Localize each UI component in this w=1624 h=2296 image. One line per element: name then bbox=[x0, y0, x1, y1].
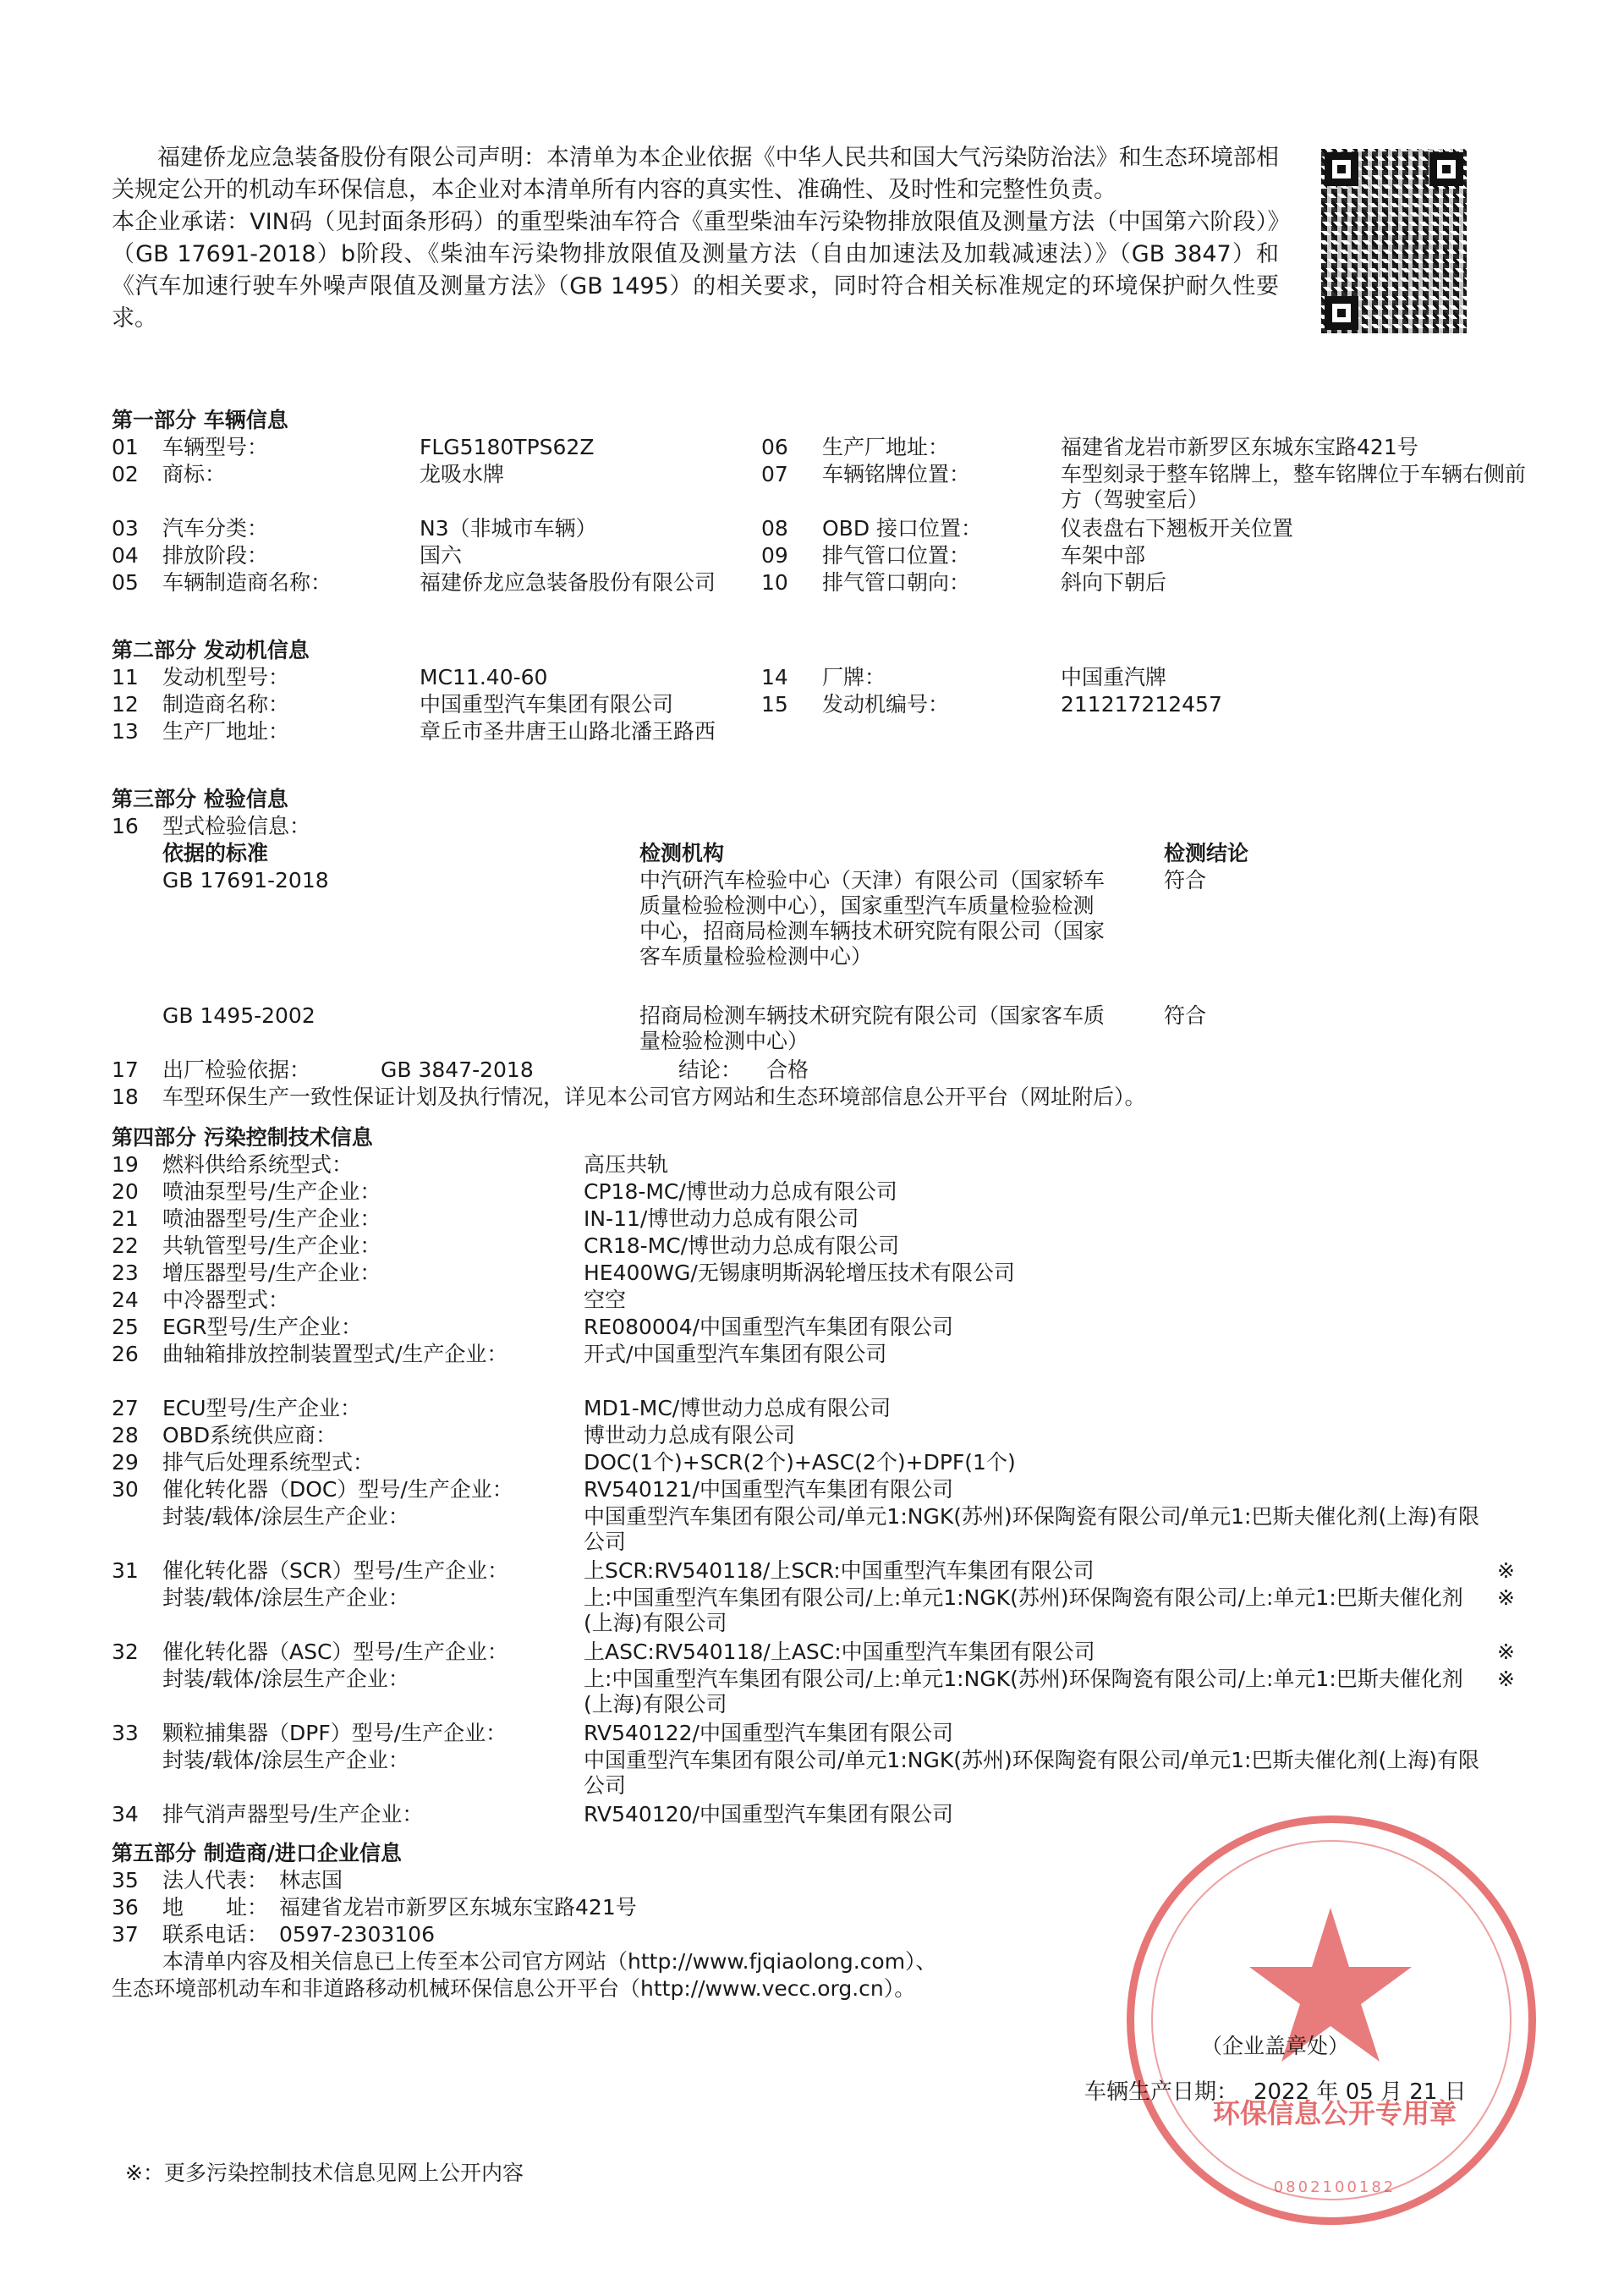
item-09-label: 排气管口位置： bbox=[822, 543, 971, 568]
item-34-value: RV540120/中国重型汽车集团有限公司 bbox=[584, 1802, 953, 1826]
item-05-value: 福建侨龙应急装备股份有限公司 bbox=[420, 570, 716, 595]
item-05-label: 车辆制造商名称： bbox=[162, 570, 332, 595]
item-19-value: 高压共轨 bbox=[584, 1152, 669, 1177]
item-10-no: 10 bbox=[761, 570, 788, 595]
stamp-note: （企业盖章处） bbox=[1201, 2034, 1350, 2058]
item-18-text: 车型环保生产一致性保证计划及执行情况，详见本公司官方网站和生态环境部信息公开平台（网址附后）。 bbox=[162, 1085, 1146, 1109]
item-10-label: 排气管口朝向： bbox=[822, 570, 971, 595]
item-35-label: 法人代表： bbox=[162, 1868, 269, 1892]
item-29-value: DOC(1个)+SCR(2个)+ASC(2个)+DPF(1个) bbox=[584, 1450, 1016, 1475]
item-31-value: 上SCR:RV540118/上SCR:中国重型汽车集团有限公司 bbox=[584, 1558, 1095, 1583]
item-36-no: 36 bbox=[112, 1895, 139, 1920]
item-29-no: 29 bbox=[112, 1450, 139, 1475]
item-33-sub-label: 封装/载体/涂层生产企业： bbox=[162, 1748, 409, 1772]
test-row-2-standard: GB 1495-2002 bbox=[162, 1003, 315, 1028]
item-08-label: OBD 接口位置： bbox=[822, 516, 983, 541]
part3-title: 第三部分 检验信息 bbox=[112, 787, 288, 811]
item-21-label: 喷油器型号/生产企业： bbox=[162, 1206, 381, 1231]
item-28-value: 博世动力总成有限公司 bbox=[584, 1423, 796, 1447]
item-12-value: 中国重型汽车集团有限公司 bbox=[420, 692, 674, 717]
item-34-no: 34 bbox=[112, 1802, 139, 1826]
item-30-label: 催化转化器（DOC）型号/生产企业： bbox=[162, 1477, 513, 1502]
item-30-sub-label: 封装/载体/涂层生产企业： bbox=[162, 1504, 409, 1529]
item-03-no: 03 bbox=[112, 516, 139, 541]
item-37-no: 37 bbox=[112, 1922, 139, 1947]
item-07-no: 07 bbox=[761, 462, 788, 486]
item-05-no: 05 bbox=[112, 570, 139, 595]
item-16-label: 型式检验信息： bbox=[162, 814, 311, 838]
item-23-value: HE400WG/无锡康明斯涡轮增压技术有限公司 bbox=[584, 1261, 1015, 1285]
item-07-value: 车型刻录于整车铭牌上，整车铭牌位于车辆右侧前方（驾驶室后） bbox=[1061, 462, 1527, 512]
item-06-no: 06 bbox=[761, 435, 788, 459]
header-agency: 检测机构 bbox=[639, 841, 725, 865]
item-32-sub-value: 上:中国重型汽车集团有限公司/上:单元1:NGK(苏州)环保陶瓷有限公司/上:单元1:巴斯夫催化剂(上海)有限公司 bbox=[584, 1667, 1463, 1717]
production-date-label: 车辆生产日期： bbox=[1084, 2079, 1239, 2105]
item-10-value: 斜向下朝后 bbox=[1061, 570, 1167, 595]
item-26-no: 26 bbox=[112, 1342, 139, 1366]
item-16-no: 16 bbox=[112, 814, 139, 838]
item-17-conclusion: 合格 bbox=[766, 1057, 809, 1082]
item-01-no: 01 bbox=[112, 435, 139, 459]
item-14-label: 厂牌： bbox=[822, 665, 886, 689]
item-28-label: OBD系统供应商： bbox=[162, 1423, 337, 1447]
item-11-no: 11 bbox=[112, 665, 139, 689]
upload-line-1: 本清单内容及相关信息已上传至本公司官方网站（http://www.fjqiaolong.com）、 bbox=[162, 1949, 937, 1974]
test-row-1-result: 符合 bbox=[1164, 868, 1207, 893]
item-11-label: 发动机型号： bbox=[162, 665, 290, 689]
item-32-value: 上ASC:RV540118/上ASC:中国重型汽车集团有限公司 bbox=[584, 1640, 1095, 1664]
item-06-value: 福建省龙岩市新罗区东城东宝路421号 bbox=[1061, 435, 1418, 459]
production-date: 2022 年 05 月 21 日 bbox=[1254, 2079, 1467, 2105]
seal-code: 0802100182 bbox=[1273, 2178, 1396, 2196]
item-06-label: 生产厂地址： bbox=[822, 435, 950, 459]
item-26-label: 曲轴箱排放控制装置型式/生产企业： bbox=[162, 1342, 508, 1366]
item-37-value: 0597-2303106 bbox=[279, 1922, 435, 1947]
item-12-no: 12 bbox=[112, 692, 139, 717]
item-01-label: 车辆型号： bbox=[162, 435, 269, 459]
item-32-mark: ※ bbox=[1497, 1640, 1515, 1664]
test-row-2-result: 符合 bbox=[1164, 1003, 1207, 1028]
item-31-mark: ※ bbox=[1497, 1558, 1515, 1583]
item-23-label: 增压器型号/生产企业： bbox=[162, 1261, 381, 1285]
item-17-no: 17 bbox=[112, 1057, 139, 1082]
item-21-no: 21 bbox=[112, 1206, 139, 1231]
item-24-label: 中冷器型式： bbox=[162, 1288, 290, 1312]
item-02-no: 02 bbox=[112, 462, 139, 486]
item-27-label: ECU型号/生产企业： bbox=[162, 1396, 361, 1420]
item-13-value: 章丘市圣井唐王山路北潘王路西 bbox=[420, 719, 716, 744]
item-24-value: 空空 bbox=[584, 1288, 627, 1312]
item-09-value: 车架中部 bbox=[1061, 543, 1146, 568]
item-17-value: GB 3847-2018 bbox=[381, 1057, 534, 1082]
item-27-value: MD1-MC/博世动力总成有限公司 bbox=[584, 1396, 892, 1420]
qr-code bbox=[1321, 149, 1467, 333]
item-22-value: CR18-MC/博世动力总成有限公司 bbox=[584, 1233, 900, 1258]
item-17-label: 出厂检验依据： bbox=[162, 1057, 311, 1082]
item-12-label: 制造商名称： bbox=[162, 692, 290, 717]
item-19-no: 19 bbox=[112, 1152, 139, 1177]
item-30-no: 30 bbox=[112, 1477, 139, 1502]
declaration-paragraph-1: 福建侨龙应急装备股份有限公司声明：本清单为本企业依据《中华人民共和国大气污染防治法》和生态环境部相关规定公开的机动车环保信息，本企业对本清单所有内容的真实性、准确性、及时性和完整性负责。 bbox=[112, 145, 1279, 203]
item-11-value: MC11.40-60 bbox=[420, 665, 548, 689]
item-03-value: N3（非城市车辆） bbox=[420, 516, 597, 541]
test-row-1-agency: 中汽研汽车检验中心（天津）有限公司（国家轿车质量检验检测中心），国家重型汽车质量检验检测中心，招商局检测车辆技术研究院有限公司（国家客车质量检验检测中心） bbox=[639, 868, 1106, 969]
part4-title: 第四部分 污染控制技术信息 bbox=[112, 1125, 373, 1150]
item-13-label: 生产厂地址： bbox=[162, 719, 290, 744]
item-04-no: 04 bbox=[112, 543, 139, 568]
item-35-value: 林志国 bbox=[279, 1868, 343, 1892]
item-03-label: 汽车分类： bbox=[162, 516, 269, 541]
item-30-sub-value: 中国重型汽车集团有限公司/单元1:NGK(苏州)环保陶瓷有限公司/单元1:巴斯夫催化剂(上海)有限公司 bbox=[584, 1504, 1479, 1554]
item-22-label: 共轨管型号/生产企业： bbox=[162, 1233, 381, 1258]
item-07-label: 车辆铭牌位置： bbox=[822, 462, 971, 486]
item-34-label: 排气消声器型号/生产企业： bbox=[162, 1802, 424, 1826]
test-row-1-standard: GB 17691-2018 bbox=[162, 868, 329, 893]
item-25-label: EGR型号/生产企业： bbox=[162, 1315, 362, 1339]
item-33-no: 33 bbox=[112, 1721, 139, 1745]
item-32-sub-label: 封装/载体/涂层生产企业： bbox=[162, 1667, 409, 1691]
company-seal bbox=[1127, 1815, 1536, 2225]
item-26-value: 开式/中国重型汽车集团有限公司 bbox=[584, 1342, 887, 1366]
part5-title: 第五部分 制造商/进口企业信息 bbox=[112, 1841, 402, 1865]
seal-text: 环保信息公开专用章 bbox=[1212, 2097, 1457, 2129]
item-04-value: 国六 bbox=[420, 543, 463, 568]
item-04-label: 排放阶段： bbox=[162, 543, 269, 568]
item-13-no: 13 bbox=[112, 719, 139, 744]
item-31-sub-mark: ※ bbox=[1497, 1585, 1515, 1610]
item-15-label: 发动机编号： bbox=[822, 692, 950, 717]
item-31-sub-value: 上:中国重型汽车集团有限公司/上:单元1:NGK(苏州)环保陶瓷有限公司/上:单元1:巴斯夫催化剂(上海)有限公司 bbox=[584, 1585, 1463, 1635]
item-35-no: 35 bbox=[112, 1868, 139, 1892]
item-15-no: 15 bbox=[761, 692, 788, 717]
item-09-no: 09 bbox=[761, 543, 788, 568]
item-31-no: 31 bbox=[112, 1558, 139, 1583]
item-29-label: 排气后处理系统型式： bbox=[162, 1450, 375, 1475]
item-33-value: RV540122/中国重型汽车集团有限公司 bbox=[584, 1721, 953, 1745]
item-20-label: 喷油泵型号/生产企业： bbox=[162, 1179, 381, 1204]
item-25-no: 25 bbox=[112, 1315, 139, 1339]
item-33-sub-value: 中国重型汽车集团有限公司/单元1:NGK(苏州)环保陶瓷有限公司/单元1:巴斯夫催化剂(上海)有限公司 bbox=[584, 1748, 1479, 1798]
item-20-value: CP18-MC/博世动力总成有限公司 bbox=[584, 1179, 897, 1204]
item-25-value: RE080004/中国重型汽车集团有限公司 bbox=[584, 1315, 954, 1339]
footnote: ※：更多污染控制技术信息见网上公开内容 bbox=[125, 2161, 524, 2185]
part1-title: 第一部分 车辆信息 bbox=[112, 408, 288, 432]
declaration bbox=[112, 142, 1279, 335]
item-23-no: 23 bbox=[112, 1261, 139, 1285]
item-22-no: 22 bbox=[112, 1233, 139, 1258]
declaration-paragraph-2: 本企业承诺：VIN码（见封面条形码）的重型柴油车符合《重型柴油车污染物排放限值及测量方法（中国第六阶段）》（GB 17691-2018）b阶段、《柴油车污染物排放限值及测量方法（自由加速法及加载减速法）》（GB 3847）和《汽车加速行驶车外噪声限值及测量方法》（GB 1495）的相关要求，同时符合相关标准规定的环境保护耐久性要求。 bbox=[112, 209, 1279, 332]
item-32-label: 催化转化器（ASC）型号/生产企业： bbox=[162, 1640, 508, 1664]
item-02-label: 商标： bbox=[162, 462, 227, 486]
item-37-label: 联系电话： bbox=[162, 1922, 269, 1947]
item-32-no: 32 bbox=[112, 1640, 139, 1664]
item-32-sub-mark: ※ bbox=[1497, 1667, 1515, 1691]
item-15-value: 211217212457 bbox=[1061, 692, 1222, 717]
item-36-value: 福建省龙岩市新罗区东城东宝路421号 bbox=[279, 1895, 637, 1920]
item-20-no: 20 bbox=[112, 1179, 139, 1204]
part2-title: 第二部分 发动机信息 bbox=[112, 638, 310, 662]
upload-line-2: 生态环境部机动车和非道路移动机械环保信息公开平台（http://www.vecc.org.cn）。 bbox=[112, 1976, 916, 2001]
item-28-no: 28 bbox=[112, 1423, 139, 1447]
item-27-no: 27 bbox=[112, 1396, 139, 1420]
item-36-label: 地 址： bbox=[162, 1895, 269, 1920]
test-row-2-agency: 招商局检测车辆技术研究院有限公司（国家客车质量检验检测中心） bbox=[639, 1003, 1106, 1053]
item-08-value: 仪表盘右下翘板开关位置 bbox=[1061, 516, 1294, 541]
item-33-label: 颗粒捕集器（DPF）型号/生产企业： bbox=[162, 1721, 508, 1745]
item-14-no: 14 bbox=[761, 665, 788, 689]
item-01-value: FLG5180TPS62Z bbox=[420, 435, 595, 459]
item-31-sub-label: 封装/载体/涂层生产企业： bbox=[162, 1585, 409, 1610]
item-02-value: 龙吸水牌 bbox=[420, 462, 505, 486]
item-08-no: 08 bbox=[761, 516, 788, 541]
qr-finder-top-left bbox=[1325, 152, 1358, 186]
item-18-no: 18 bbox=[112, 1085, 139, 1109]
item-21-value: IN-11/博世动力总成有限公司 bbox=[584, 1206, 859, 1231]
item-14-value: 中国重汽牌 bbox=[1061, 665, 1167, 689]
qr-finder-top-right bbox=[1429, 152, 1463, 186]
item-17-conclusion-label: 结论： bbox=[678, 1057, 743, 1082]
item-24-no: 24 bbox=[112, 1288, 139, 1312]
header-standard: 依据的标准 bbox=[162, 841, 269, 865]
qr-finder-bottom-left bbox=[1325, 296, 1358, 330]
item-31-label: 催化转化器（SCR）型号/生产企业： bbox=[162, 1558, 509, 1583]
item-19-label: 燃料供给系统型式： bbox=[162, 1152, 354, 1177]
item-30-value: RV540121/中国重型汽车集团有限公司 bbox=[584, 1477, 953, 1502]
header-result: 检测结论 bbox=[1164, 841, 1249, 865]
